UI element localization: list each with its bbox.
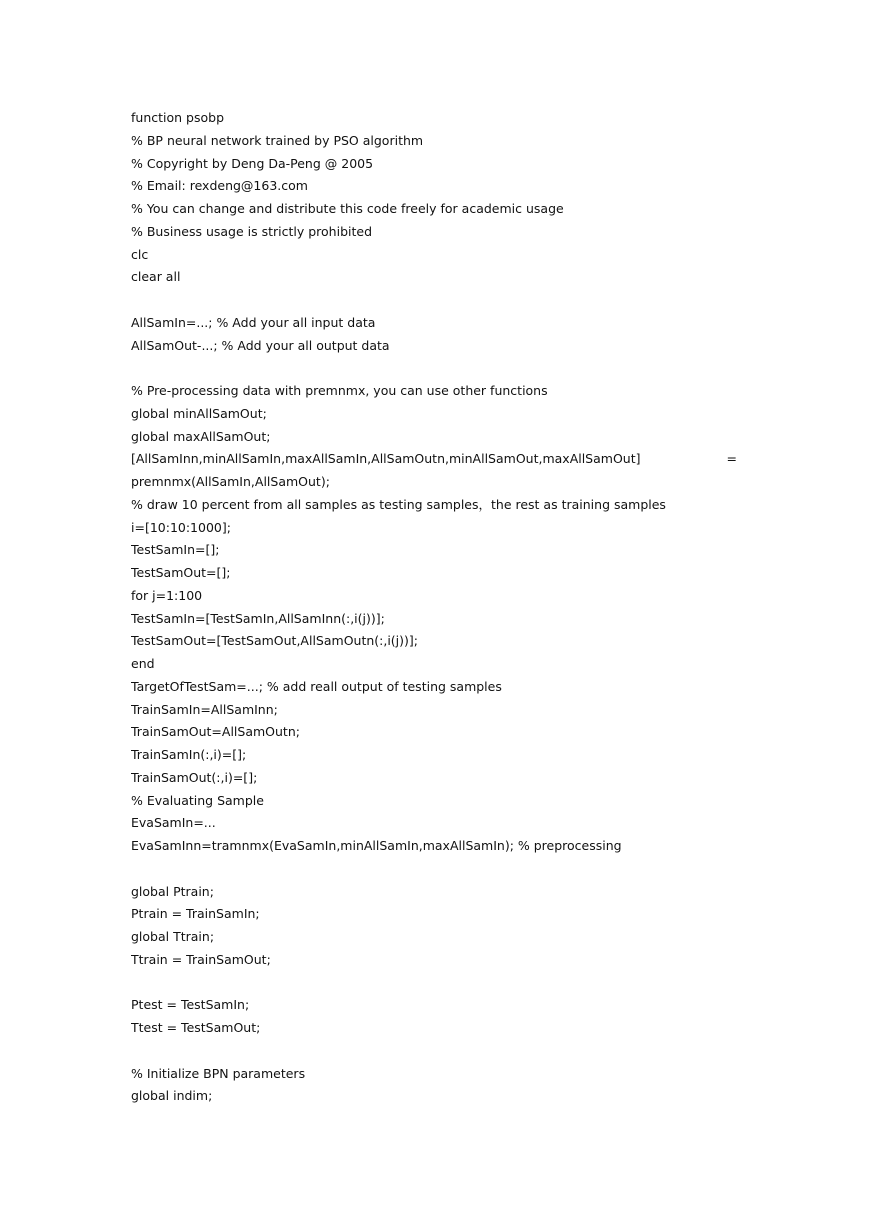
code-line: global Ptrain; (131, 883, 214, 899)
code-comment-line: % Copyright by Deng Da-Peng @ 2005 (131, 155, 374, 171)
code-line: Ptest = TestSamIn; (131, 997, 250, 1013)
code-line: EvaSamIn=... (131, 815, 216, 831)
code-line: TargetOfTestSam=...; % add reall output of testing samples (131, 678, 502, 694)
code-line: clc (131, 246, 149, 262)
code-comment-line: % draw 10 percent from all samples as testing samples，the rest as training samples (131, 496, 666, 512)
code-line-assignment (131, 448, 741, 471)
code-listing (131, 107, 741, 1108)
code-line: TrainSamOut(:,i)=[]; (131, 769, 258, 785)
blank-line (131, 1040, 741, 1063)
code-line: TrainSamIn(:,i)=[]; (131, 747, 247, 762)
code-comment-line: % Evaluating Sample (131, 792, 264, 808)
code-line: global Ttrain; (131, 929, 215, 944)
code-line: TrainSamIn=AllSamInn; (131, 701, 278, 717)
code-line: AllSamIn=...; % Add your all input data (131, 314, 376, 330)
code-line: Ttest = TestSamOut; (131, 1020, 261, 1035)
code-comment-line: % Pre-processing data with premnmx, you can use other functions (131, 383, 548, 398)
code-line: end (131, 656, 155, 671)
blank-line (131, 972, 741, 995)
code-line: global minAllSamOut; (131, 405, 267, 421)
code-line: EvaSamInn=tramnmx(EvaSamIn,minAllSamIn,maxAllSamIn); % preprocessing (131, 838, 622, 853)
code-comment-line: % You can change and distribute this code freely for academic usage (131, 201, 564, 216)
code-line: global maxAllSamOut; (131, 428, 271, 444)
code-line: for j=1:100 (131, 587, 203, 603)
assignment-lhs: [AllSamInn,minAllSamIn,maxAllSamIn,AllSamOutn,minAllSamOut,maxAllSamOut] (131, 451, 641, 467)
code-line: TestSamIn=[]; (131, 542, 220, 558)
blank-line (131, 289, 741, 312)
code-comment-line: % Initialize BPN parameters (131, 1065, 306, 1081)
code-comment-line: % Business usage is strictly prohibited (131, 223, 373, 239)
code-line: i=[10:10:1000]; (131, 519, 231, 535)
blank-line (131, 357, 741, 380)
code-line: clear all (131, 269, 181, 285)
assignment-sign: = (726, 451, 737, 467)
code-line: Ttrain = TrainSamOut; (131, 951, 271, 967)
blank-line (131, 858, 741, 881)
code-line: Ptrain = TrainSamIn; (131, 906, 260, 922)
code-line: premnmx(AllSamIn,AllSamOut); (131, 474, 330, 489)
code-line: TestSamOut=[]; (131, 565, 231, 580)
code-comment-line: % BP neural network trained by PSO algorithm (131, 132, 424, 148)
code-line: AllSamOut-...; % Add your all output data (131, 337, 390, 353)
code-line: function psobp (131, 110, 224, 125)
code-line: global indim; (131, 1088, 213, 1104)
code-line: TestSamOut=[TestSamOut,AllSamOutn(:,i(j))]; (131, 633, 418, 649)
code-line: TestSamIn=[TestSamIn,AllSamInn(:,i(j))]; (131, 610, 385, 626)
code-comment-line: % Email: rexdeng@163.com (131, 178, 308, 194)
code-line: TrainSamOut=AllSamOutn; (131, 724, 300, 740)
